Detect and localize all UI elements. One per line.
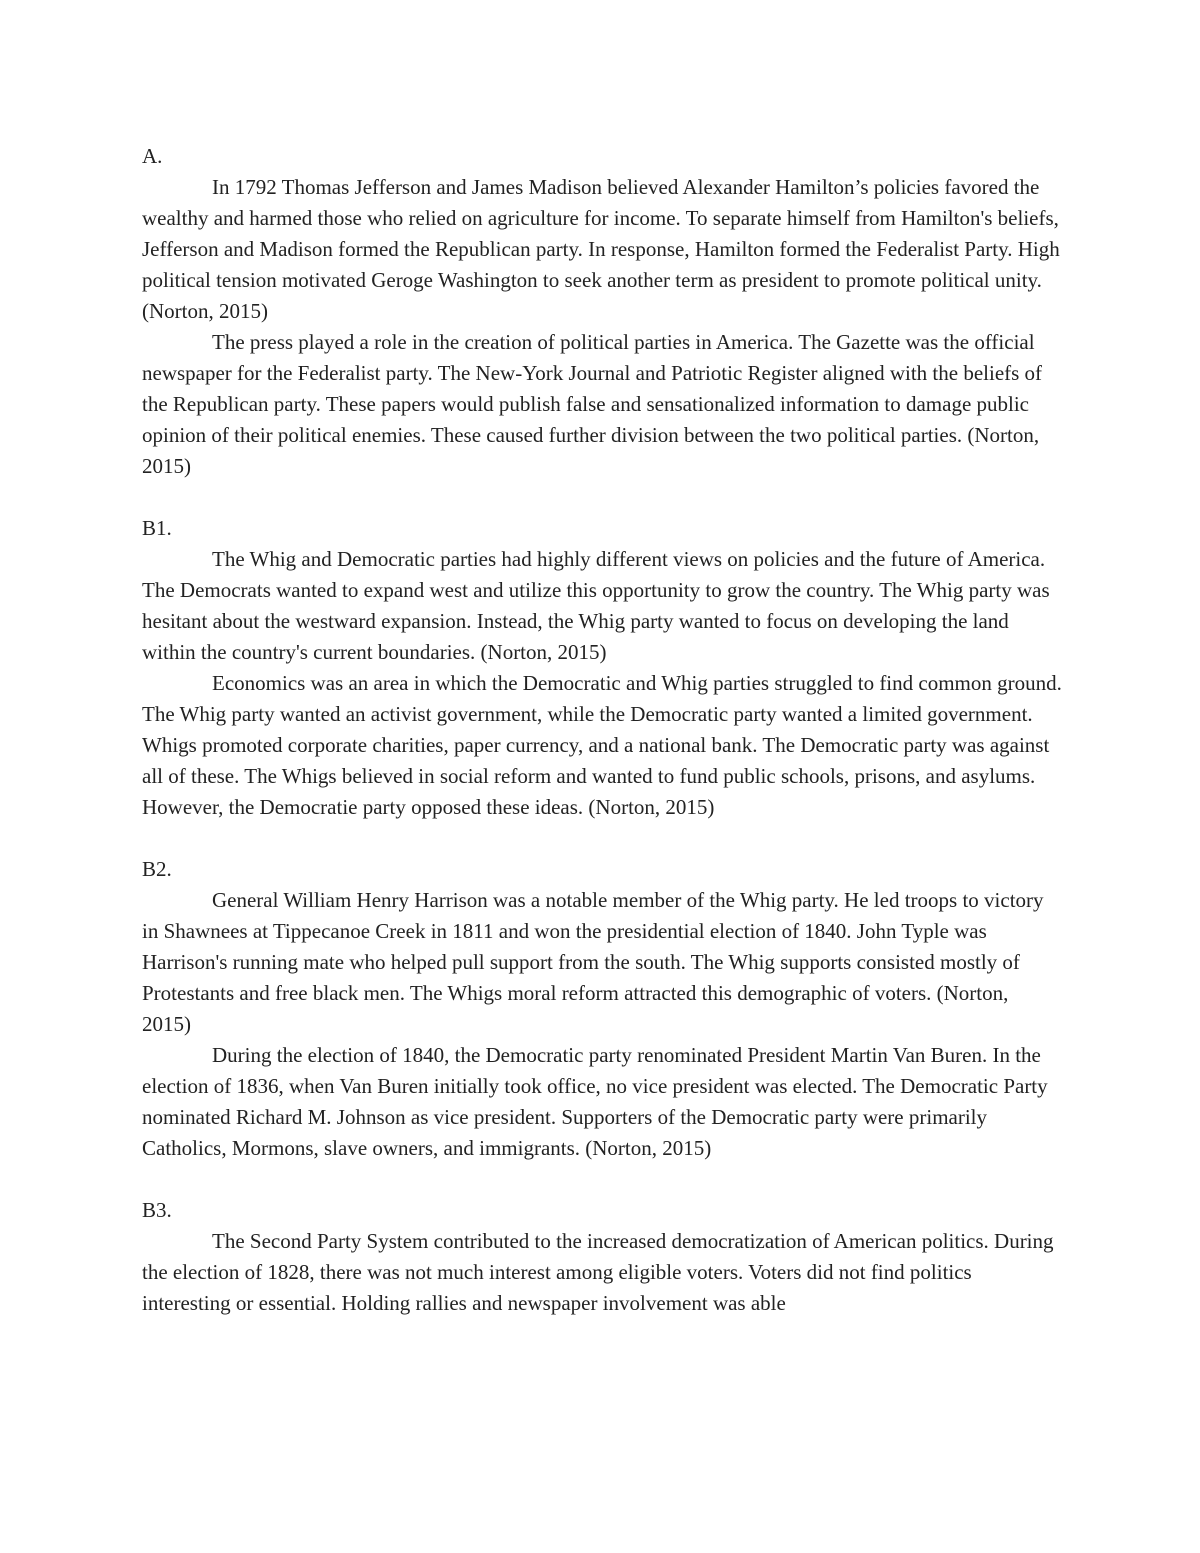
section-heading: B1. (142, 516, 172, 540)
paragraph: Economics was an area in which the Democratic and Whig parties struggled to find common ground. The Whig party wanted an activist government, while the Democratic party wanted a limited government. Whigs promoted corporate charities, paper currency, and a national bank. The Democratic party was against all of these. The Whigs believed in social reform and wanted to fund public schools, prisons, and asylums. However, the Democratie party opposed these ideas. (Norton, 2015) (142, 671, 1062, 819)
paragraph: In 1792 Thomas Jefferson and James Madison believed Alexander Hamilton’s policies favored the wealthy and harmed those who relied on agriculture for income. To separate himself from Hamilton's beliefs, Jefferson and Madison formed the Republican party. In response, Hamilton formed the Federalist Party. High political tension motivated Geroge Washington to seek another term as president to promote political unity. (Norton, 2015) (142, 175, 1060, 323)
paragraph: General William Henry Harrison was a notable member of the Whig party. He led troops to victory in Shawnees at Tippecanoe Creek in 1811 and won the presidential election of 1840. John Typle was Harrison's running mate who helped pull support from the south. The Whig supports consisted mostly of Protestants and free black men. The Whigs moral reform attracted this demographic of voters. (Norton, 2015) (142, 888, 1044, 1036)
document-body (142, 141, 1062, 1319)
paragraph: The Whig and Democratic parties had highly different views on policies and the future of America. The Democrats wanted to expand west and utilize this opportunity to grow the country. The Whig party was hesitant about the westward expansion. Instead, the Whig party wanted to focus on developing the land within the country's current boundaries. (Norton, 2015) (142, 547, 1050, 664)
section-b1 (142, 513, 1062, 823)
section-b3 (142, 1195, 1062, 1319)
paragraph: The press played a role in the creation of political parties in America. The Gazette was the official newspaper for the Federalist party. The New-York Journal and Patriotic Register aligned with the beliefs of the Republican party. These papers would publish false and sensationalized information to damage public opinion of their political enemies. These caused further division between the two political parties. (Norton, 2015) (142, 330, 1043, 478)
section-heading: B2. (142, 857, 172, 881)
section-a (142, 141, 1062, 482)
paragraph: During the election of 1840, the Democratic party renominated President Martin Van Buren. In the election of 1836, when Van Buren initially took office, no vice president was elected. The Democratic Party nominated Richard M. Johnson as vice president. Supporters of the Democratic party were primarily Catholics, Mormons, slave owners, and immigrants. (Norton, 2015) (142, 1043, 1048, 1160)
section-heading: B3. (142, 1198, 172, 1222)
section-heading: A. (142, 144, 163, 168)
section-b2 (142, 854, 1062, 1164)
paragraph: The Second Party System contributed to the increased democratization of American politics. During the election of 1828, there was not much interest among eligible voters. Voters did not find politics interesting or essential. Holding rallies and newspaper involvement was able (142, 1229, 1054, 1315)
